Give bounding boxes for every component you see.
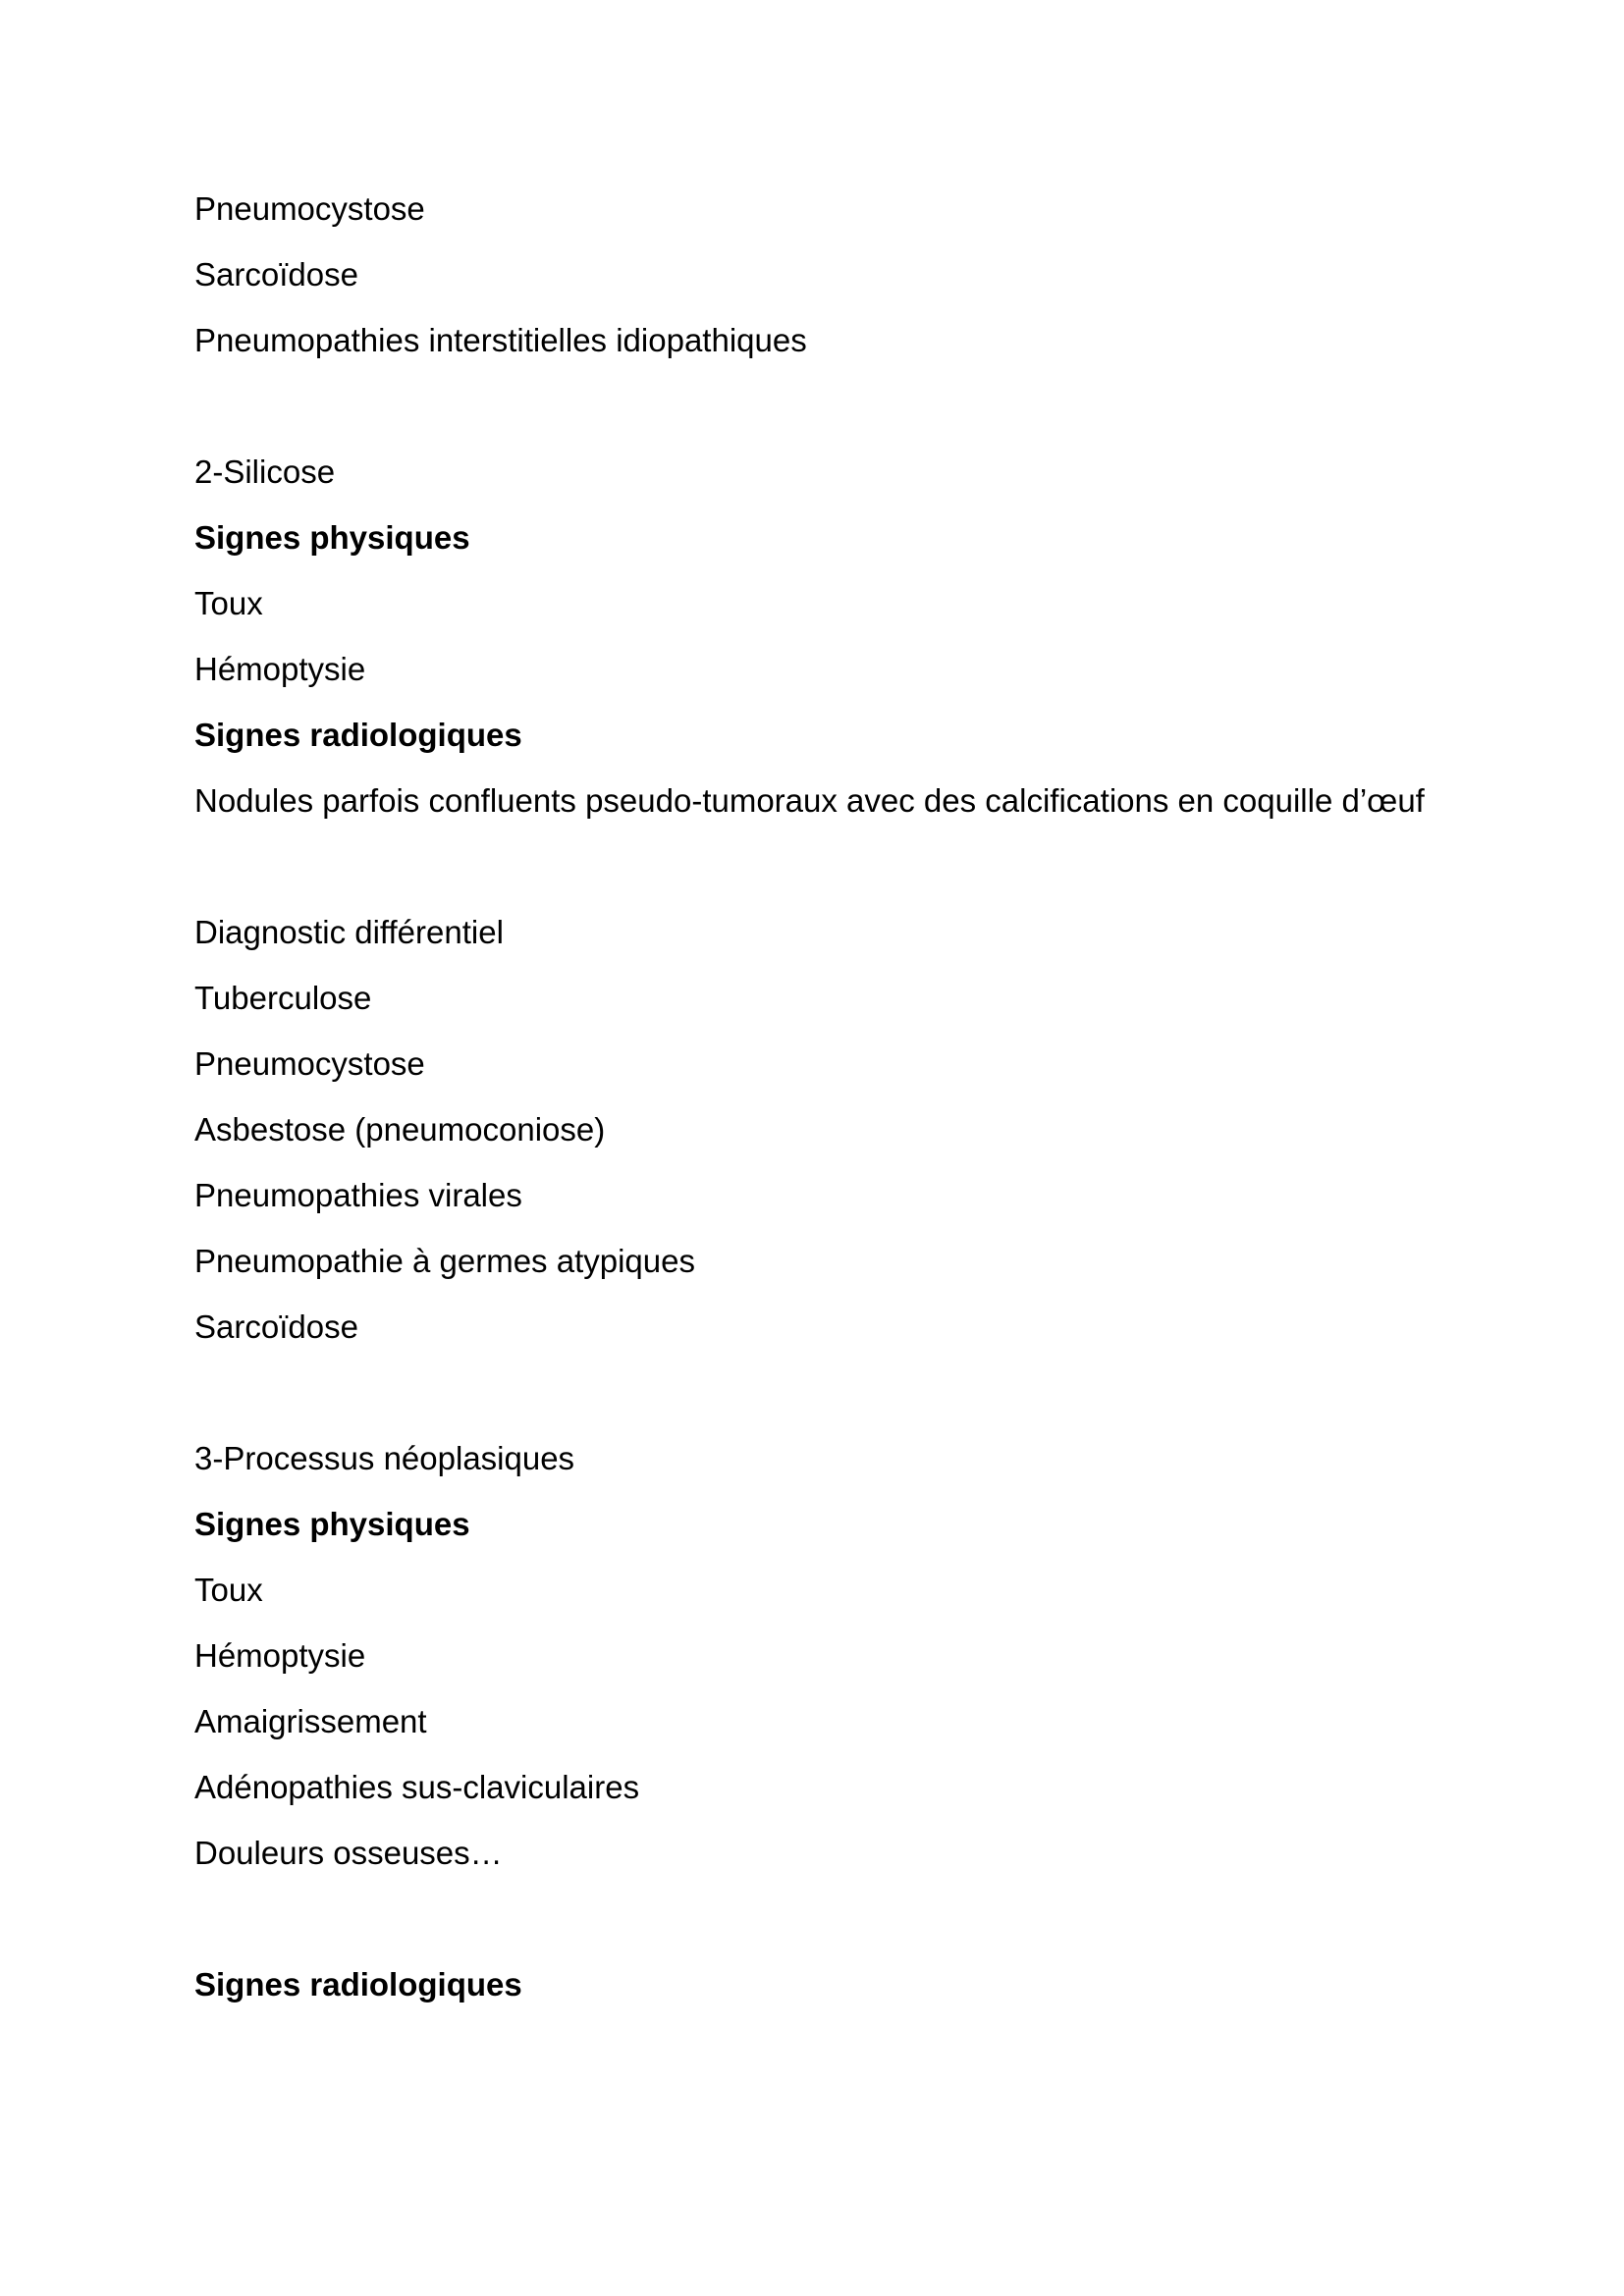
subheading-signes-physiques: Signes physiques	[194, 519, 470, 556]
list-item-pneumopathies-interstitielles: Pneumopathies interstitielles idiopathiques	[194, 322, 807, 358]
list-item-tuberculose: Tuberculose	[194, 980, 372, 1016]
section-heading-diagnostic-differentiel: Diagnostic différentiel	[194, 914, 504, 950]
list-item-asbestose: Asbestose (pneumoconiose)	[194, 1111, 606, 1148]
list-item-toux: Toux	[194, 585, 263, 621]
list-item-pneumopathie-germes-atypiques: Pneumopathie à germes atypiques	[194, 1243, 695, 1279]
list-item-hemoptysie: Hémoptysie	[194, 651, 366, 687]
paragraph-nodules: Nodules parfois confluents pseudo-tumoraux avec des calcifications en coquille d’œuf	[194, 782, 1425, 819]
list-item-amaigrissement: Amaigrissement	[194, 1703, 427, 1739]
list-item-sarcoidose: Sarcoïdose	[194, 256, 358, 293]
spacer	[194, 1370, 1432, 1415]
document-body	[194, 187, 1432, 2028]
list-item-douleurs-osseuses: Douleurs osseuses…	[194, 1835, 503, 1871]
list-item-pneumopathies-virales: Pneumopathies virales	[194, 1177, 522, 1213]
subheading-signes-physiques: Signes physiques	[194, 1506, 470, 1542]
spacer	[194, 844, 1432, 888]
spacer	[194, 384, 1432, 428]
list-item-hemoptysie: Hémoptysie	[194, 1637, 366, 1674]
list-item-pneumocystose: Pneumocystose	[194, 190, 425, 227]
section-heading-processus-neoplasiques: 3-Processus néoplasiques	[194, 1440, 575, 1476]
list-item-pneumocystose: Pneumocystose	[194, 1045, 425, 1082]
list-item-sarcoidose: Sarcoïdose	[194, 1308, 358, 1345]
subheading-signes-radiologiques: Signes radiologiques	[194, 717, 522, 753]
list-item-adenopathies: Adénopathies sus-claviculaires	[194, 1769, 640, 1805]
section-heading-silicose: 2-Silicose	[194, 454, 336, 490]
subheading-signes-radiologiques: Signes radiologiques	[194, 1966, 522, 2002]
spacer	[194, 1896, 1432, 1941]
list-item-toux: Toux	[194, 1572, 263, 1608]
